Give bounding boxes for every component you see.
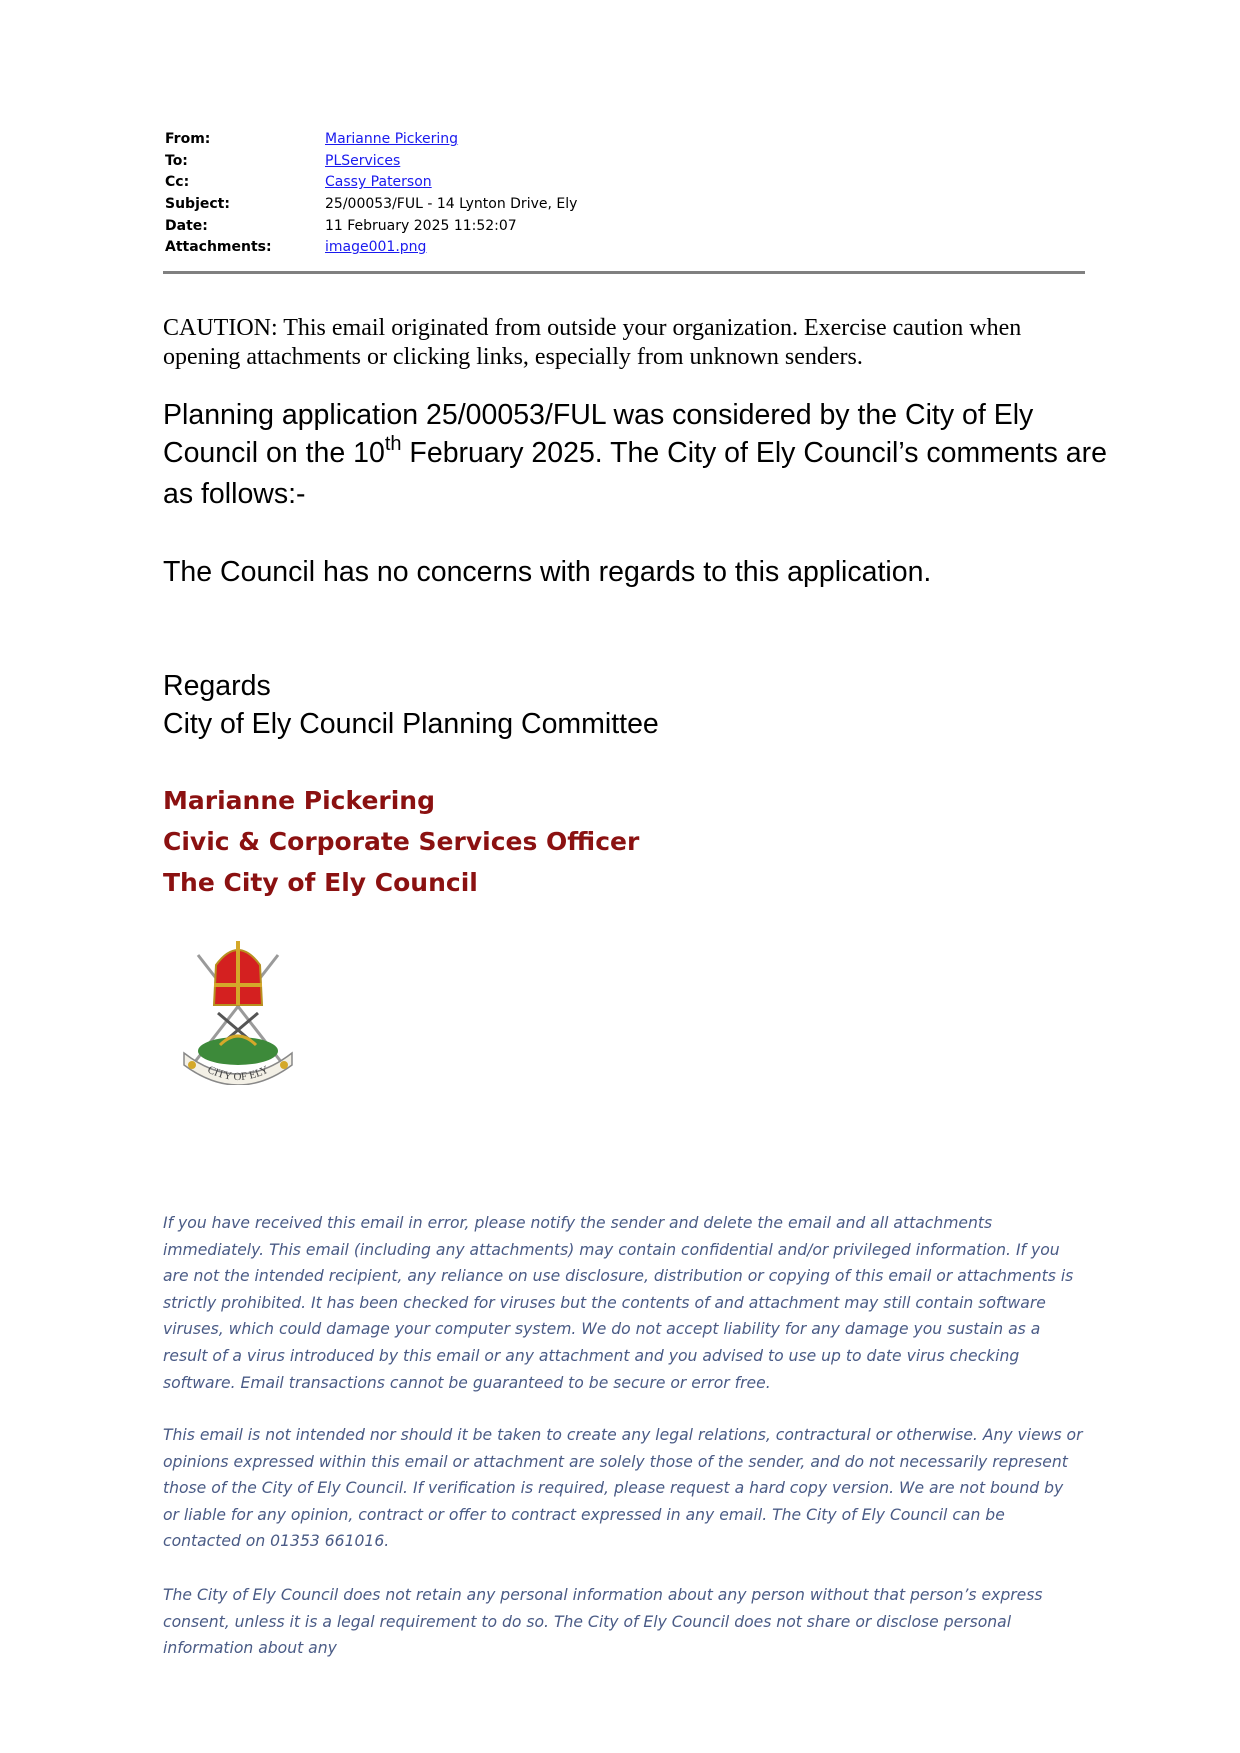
to-row [165,150,1085,172]
disclaimer-paragraph-2: This email is not intended nor should it be taken to create any legal relations, contractural or otherwise. Any views or opinions expressed within this email or attachment are solely those of the sender, and do not necessarily represent those of the City of Ely Council. If verification is required, please request a hard copy version. We are not bound by or liable for any opinion, contract or offer to contract expressed in any email. The City of Ely Council can be contacted on 01353 661016. [163,1426,1083,1551]
date-row [165,215,1085,237]
body-p1-end: February 2025. The City of Ely Council’s comments are as follows:- [163,437,1107,510]
attachment-link[interactable]: image001.png [325,239,427,256]
body-paragraph-2: The Council has no concerns with regards to this application. [163,556,932,588]
to-link[interactable]: PLServices [325,152,401,169]
body-paragraph-1 [163,396,1123,513]
cc-row [165,171,1085,193]
signature-org: The City of Ely Council [163,868,478,897]
signature-block [163,780,639,903]
from-label: From: [165,130,211,147]
disclaimer-paragraph-3: The City of Ely Council does not retain any personal information about any person without that person’s express consent, unless it is a legal requirement to do so. The City of Ely Council does not share or disclose personal information about any [163,1586,1043,1658]
email-header [165,128,1085,258]
cc-label: Cc: [165,174,190,191]
sword-hilt-right [280,1061,288,1069]
subject-value: 25/00053/FUL - 14 Lynton Drive, Ely [325,195,578,212]
attachments-row [165,236,1085,258]
regards-text: Regards [163,670,271,702]
disclaimer-paragraph-1: If you have received this email in error, please notify the sender and delete the email and all attachments immediately. This email (including any attachments) may contain confidential and/or privileged information. If you are not the intended recipient, any reliance on use disclosure, distribution or copying of this email or attachments is strictly prohibited. It has been checked for viruses but the contents of and attachment may still contain software viruses, which could damage your computer system. We do not accept liability for any damage you sustain as a result of a virus introduced by this email or any attachment and you advised to use up to date virus checking software. Email transactions cannot be guaranteed to be secure or error free. [163,1214,1074,1392]
date-label: Date: [165,217,208,234]
caution-banner: CAUTION: This email originated from outside your organization. Exercise caution when opening attachments or clicking links, especially from unknown senders. [163,315,1022,370]
subject-label: Subject: [165,195,230,212]
subject-row [165,193,1085,215]
signature-name: Marianne Pickering [163,786,435,815]
date-value: 11 February 2025 11:52:07 [325,217,517,234]
to-label: To: [165,152,188,169]
committee-text: City of Ely Council Planning Committee [163,708,659,740]
city-of-ely-crest-logo [170,935,306,1085]
attachments-label: Attachments: [165,239,272,256]
body-p1-start: Planning application 25/00053/FUL was considered by the City of Ely Council on the 10 [163,399,1034,469]
signature-title: Civic & Corporate Services Officer [163,827,640,856]
closing-block [163,667,1123,743]
from-link[interactable]: Marianne Pickering [325,130,459,147]
green-mound [198,1037,278,1065]
cc-link[interactable]: Cassy Paterson [325,174,432,191]
sword-hilt-left [188,1061,196,1069]
crest-text: CITY OF ELY [205,1063,271,1084]
ordinal-suffix: th [384,433,402,455]
header-divider [163,271,1085,274]
from-row [165,128,1085,150]
